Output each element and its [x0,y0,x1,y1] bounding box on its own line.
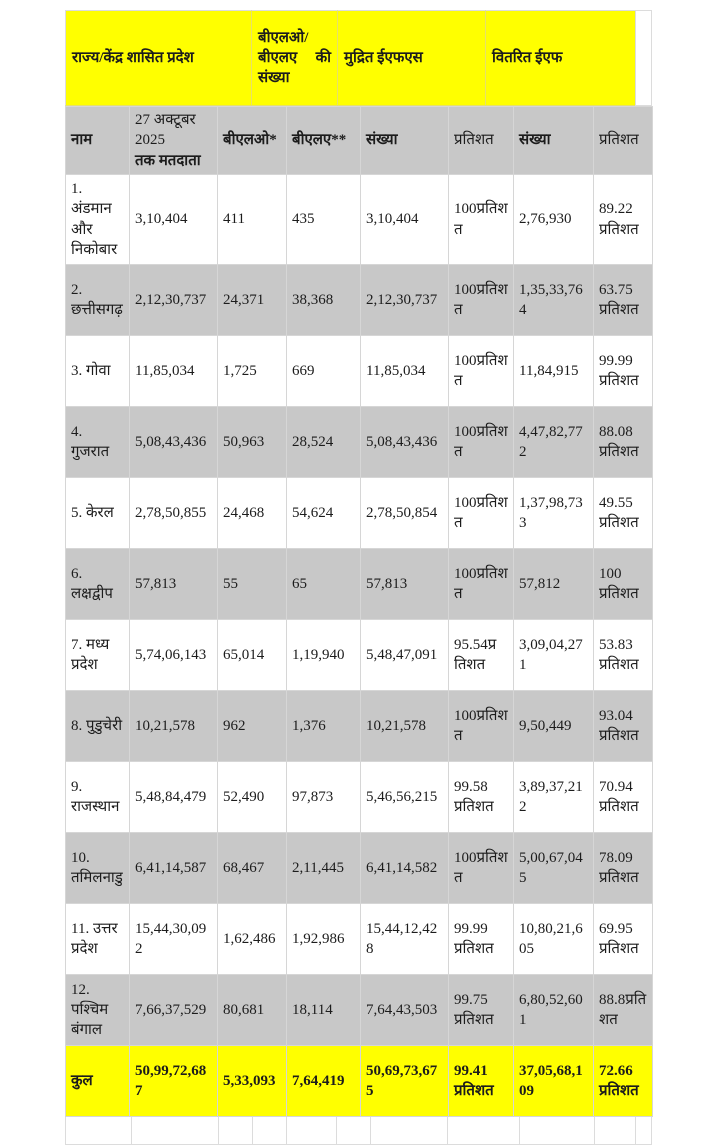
cell-voters: 5,48,84,479 [130,762,218,833]
empty-cell [252,1117,286,1145]
sub-header-row [66,107,653,175]
cell-printed-pct: 100प्रतिशत [449,833,514,904]
col-header-name: नाम [66,107,130,175]
cell-voters: 2,78,50,855 [130,478,218,549]
empty-cell [370,1117,447,1145]
total-distributed-pct: 72.66 प्रतिशत [594,1046,653,1117]
cell-printed-pct: 99.99 प्रतिशत [449,904,514,975]
cell-distributed-pct: 88.08 प्रतिशत [594,407,653,478]
cell-state-name: 12. पश्चिम बंगाल [66,975,130,1046]
cell-printed-count: 3,10,404 [361,175,449,265]
cell-distributed-pct: 88.8प्रतिशत [594,975,653,1046]
cell-distributed-count: 10,80,21,605 [514,904,594,975]
cell-bla: 1,19,940 [287,620,361,691]
total-voters: 50,99,72,687 [130,1046,218,1117]
table-row [66,478,653,549]
cell-voters: 11,85,034 [130,336,218,407]
cell-distributed-count: 2,76,930 [514,175,594,265]
cell-printed-pct: 100प्रतिशत [449,478,514,549]
cell-printed-count: 6,41,14,582 [361,833,449,904]
cell-bla: 38,368 [287,265,361,336]
cell-state-name: 6. लक्षद्वीप [66,549,130,620]
cell-state-name: 2. छत्तीसगढ़ [66,265,130,336]
cell-blo: 24,468 [218,478,287,549]
header-blo-bla-count-label: बीएलओ/ बीएलए की संख्या [258,29,331,87]
header-blo-bla-count [251,10,337,106]
cell-distributed-pct: 100 प्रतिशत [594,549,653,620]
cell-printed-count: 15,44,12,428 [361,904,449,975]
cell-bla: 18,114 [287,975,361,1046]
cell-printed-pct: 100प्रतिशत [449,336,514,407]
empty-cell [635,1117,652,1145]
cell-distributed-pct: 53.83 प्रतिशत [594,620,653,691]
col-header-bla: बीएलए** [287,107,361,175]
cell-distributed-count: 11,84,915 [514,336,594,407]
cell-blo: 1,62,486 [218,904,287,975]
cell-printed-pct: 100प्रतिशत [449,549,514,620]
cell-voters: 2,12,30,737 [130,265,218,336]
cell-bla: 97,873 [287,762,361,833]
table-row [66,336,653,407]
table-row [66,691,653,762]
cell-blo: 962 [218,691,287,762]
cell-voters: 57,813 [130,549,218,620]
cell-voters: 3,10,404 [130,175,218,265]
empty-cell [519,1117,594,1145]
header-printed-efs-label: मुद्रित ईएफएस [344,49,423,66]
cell-state-name: 5. केरल [66,478,130,549]
cell-printed-pct: 100प्रतिशत [449,407,514,478]
col-header-distributed-count: संख्या [514,107,594,175]
cell-bla: 28,524 [287,407,361,478]
cell-distributed-count: 57,812 [514,549,594,620]
cell-distributed-pct: 93.04 प्रतिशत [594,691,653,762]
total-distributed-count: 37,05,68,109 [514,1046,594,1117]
cell-printed-count: 2,78,50,854 [361,478,449,549]
table-top-header [65,10,652,106]
empty-cell [65,1117,131,1145]
header-empty-cell [635,10,652,106]
cell-distributed-count: 9,50,449 [514,691,594,762]
cell-voters: 5,74,06,143 [130,620,218,691]
cell-printed-pct: 100प्रतिशत [449,175,514,265]
cell-blo: 55 [218,549,287,620]
cell-distributed-pct: 78.09 प्रतिशत [594,833,653,904]
cell-printed-count: 7,64,43,503 [361,975,449,1046]
cell-voters: 5,08,43,436 [130,407,218,478]
cell-blo: 65,014 [218,620,287,691]
cell-distributed-count: 4,47,82,772 [514,407,594,478]
cell-bla: 2,11,445 [287,833,361,904]
table-row [66,265,653,336]
table-row [66,833,653,904]
cell-voters: 10,21,578 [130,691,218,762]
cell-distributed-pct: 99.99 प्रतिशत [594,336,653,407]
cell-state-name: 10. तमिलनाडु [66,833,130,904]
empty-cell [218,1117,252,1145]
header-state-ut-label: राज्य/केंद्र शासित प्रदेश [72,49,194,66]
empty-cell [594,1117,635,1145]
table-row [66,175,653,265]
cell-printed-pct: 99.75 प्रतिशत [449,975,514,1046]
cell-printed-count: 11,85,034 [361,336,449,407]
cell-blo: 52,490 [218,762,287,833]
cell-printed-pct: 100प्रतिशत [449,691,514,762]
cell-state-name: 8. पुडुचेरी [66,691,130,762]
table-row [66,762,653,833]
empty-cell [336,1117,370,1145]
cell-blo: 24,371 [218,265,287,336]
cell-state-name: 1. अंडमान और निकोबार [66,175,130,265]
header-distributed-ef-label: वितरित ईएफ [492,49,563,66]
table-row [66,904,653,975]
total-printed-pct: 99.41 प्रतिशत [449,1046,514,1117]
total-bla: 7,64,419 [287,1046,361,1117]
col-header-blo: बीएलओ* [218,107,287,175]
cell-printed-pct: 99.58 प्रतिशत [449,762,514,833]
table-row [66,620,653,691]
electoral-forms-table [65,10,652,1145]
cell-voters: 15,44,30,092 [130,904,218,975]
cell-blo: 80,681 [218,975,287,1046]
table-row [66,549,653,620]
col-header-voters-date: 27 अक्टूबर 2025 [135,112,196,149]
col-header-voters-suffix: तक मतदाता [135,152,201,169]
cell-distributed-count: 3,89,37,212 [514,762,594,833]
empty-cell [286,1117,336,1145]
cell-blo: 1,725 [218,336,287,407]
empty-cell [447,1117,519,1145]
col-header-voters [130,107,218,175]
cell-printed-count: 5,46,56,215 [361,762,449,833]
col-header-printed-count: संख्या [361,107,449,175]
cell-voters: 6,41,14,587 [130,833,218,904]
cell-distributed-pct: 63.75 प्रतिशत [594,265,653,336]
cell-state-name: 7. मध्य प्रदेश [66,620,130,691]
cell-bla: 435 [287,175,361,265]
cell-distributed-count: 5,00,67,045 [514,833,594,904]
cell-distributed-count: 1,35,33,764 [514,265,594,336]
cell-printed-count: 57,813 [361,549,449,620]
cell-bla: 1,376 [287,691,361,762]
cell-printed-pct: 95.54प्रतिशत [449,620,514,691]
cell-distributed-count: 6,80,52,601 [514,975,594,1046]
total-row [66,1046,653,1117]
cell-printed-count: 5,08,43,436 [361,407,449,478]
trailing-empty-row [65,1117,652,1145]
cell-printed-count: 10,21,578 [361,691,449,762]
cell-distributed-pct: 69.95 प्रतिशत [594,904,653,975]
cell-distributed-pct: 49.55 प्रतिशत [594,478,653,549]
header-state-ut [65,10,251,106]
cell-state-name: 9. राजस्थान [66,762,130,833]
total-label: कुल [66,1046,130,1117]
col-header-distributed-pct: प्रतिशत [594,107,653,175]
cell-voters: 7,66,37,529 [130,975,218,1046]
cell-blo: 68,467 [218,833,287,904]
cell-distributed-pct: 70.94 प्रतिशत [594,762,653,833]
table-row [66,975,653,1046]
cell-distributed-pct: 89.22 प्रतिशत [594,175,653,265]
cell-bla: 669 [287,336,361,407]
cell-state-name: 11. उत्तर प्रदेश [66,904,130,975]
col-header-printed-pct: प्रतिशत [449,107,514,175]
cell-blo: 411 [218,175,287,265]
total-printed-count: 50,69,73,675 [361,1046,449,1117]
empty-cell [131,1117,218,1145]
cell-bla: 1,92,986 [287,904,361,975]
cell-state-name: 3. गोवा [66,336,130,407]
cell-bla: 54,624 [287,478,361,549]
cell-blo: 50,963 [218,407,287,478]
table-row [66,407,653,478]
cell-state-name: 4. गुजरात [66,407,130,478]
cell-printed-count: 5,48,47,091 [361,620,449,691]
cell-printed-pct: 100प्रतिशत [449,265,514,336]
cell-distributed-count: 1,37,98,733 [514,478,594,549]
header-printed-efs [337,10,485,106]
header-distributed-ef [485,10,635,106]
total-blo: 5,33,093 [218,1046,287,1117]
cell-distributed-count: 3,09,04,271 [514,620,594,691]
cell-printed-count: 2,12,30,737 [361,265,449,336]
main-table [65,106,653,1117]
cell-bla: 65 [287,549,361,620]
